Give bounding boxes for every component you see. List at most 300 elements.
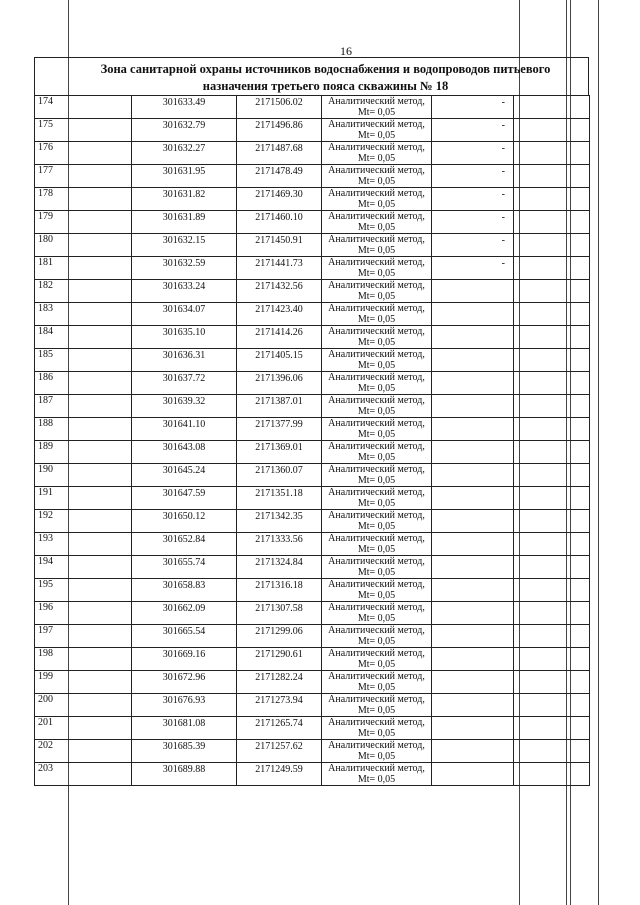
method-cell — [322, 372, 432, 395]
method-accuracy: Mt= 0,05 — [357, 521, 396, 532]
empty-cell — [514, 142, 590, 165]
coordinate-x — [132, 372, 237, 395]
coordinate-x-value: 301672.96 — [162, 672, 206, 683]
method-cell — [322, 234, 432, 257]
method-cell — [322, 119, 432, 142]
empty-cell — [514, 349, 590, 372]
coordinate-y-value: 2171282.24 — [255, 672, 303, 683]
empty-cell — [514, 464, 590, 487]
mark-cell — [432, 740, 514, 763]
method-cell — [322, 763, 432, 786]
empty-cell — [514, 280, 590, 303]
coordinate-x-value: 301641.10 — [162, 419, 206, 430]
coordinate-y — [237, 487, 322, 510]
method-cell — [322, 349, 432, 372]
method-name: Аналитический метод, — [328, 280, 425, 291]
coordinate-x-value: 301681.08 — [162, 718, 206, 729]
coordinate-x — [132, 579, 237, 602]
coordinate-y — [237, 165, 322, 188]
mark-cell — [432, 579, 514, 602]
table-row — [35, 326, 590, 349]
coordinate-y — [237, 257, 322, 280]
table-row — [35, 418, 590, 441]
method-name: Аналитический метод, — [328, 257, 425, 268]
table-row — [35, 188, 590, 211]
title-line-2: назначения третьего пояса скважины № 18 — [202, 79, 449, 93]
table-row — [35, 234, 590, 257]
point-number: 201 — [35, 717, 132, 740]
coordinate-y — [237, 142, 322, 165]
table-row — [35, 372, 590, 395]
method-name: Аналитический метод, — [328, 211, 425, 222]
method-accuracy: Mt= 0,05 — [357, 222, 396, 233]
coordinate-x — [132, 763, 237, 786]
coordinate-x — [132, 510, 237, 533]
method-cell — [322, 395, 432, 418]
method-name: Аналитический метод, — [328, 372, 425, 383]
method-cell — [322, 211, 432, 234]
method-name: Аналитический метод, — [328, 395, 425, 406]
coordinate-x — [132, 303, 237, 326]
coordinate-x — [132, 234, 237, 257]
coordinate-y — [237, 326, 322, 349]
empty-cell — [514, 533, 590, 556]
method-cell — [322, 96, 432, 119]
coordinate-x — [132, 717, 237, 740]
coordinate-y — [237, 188, 322, 211]
table-row — [35, 349, 590, 372]
mark-cell — [432, 280, 514, 303]
table-row — [35, 648, 590, 671]
mark-cell — [432, 648, 514, 671]
point-number: 193 — [35, 533, 132, 556]
empty-cell — [514, 188, 590, 211]
coordinate-x-value: 301643.08 — [162, 442, 206, 453]
coordinate-y-value: 2171290.61 — [255, 649, 303, 660]
coordinate-y — [237, 763, 322, 786]
coordinate-y-value: 2171414.26 — [255, 327, 303, 338]
coordinate-x-value: 301632.27 — [162, 143, 206, 154]
coordinate-y — [237, 119, 322, 142]
coordinate-y — [237, 395, 322, 418]
coordinate-y — [237, 372, 322, 395]
coordinate-y-value: 2171369.01 — [255, 442, 303, 453]
empty-cell — [514, 763, 590, 786]
coordinate-x-value: 301655.74 — [162, 557, 206, 568]
method-accuracy: Mt= 0,05 — [357, 544, 396, 555]
empty-cell — [514, 625, 590, 648]
empty-cell — [514, 717, 590, 740]
method-cell — [322, 510, 432, 533]
point-number: 181 — [35, 257, 132, 280]
coordinate-x-value: 301637.72 — [162, 373, 206, 384]
method-accuracy: Mt= 0,05 — [357, 360, 396, 371]
method-name: Аналитический метод, — [328, 188, 425, 199]
coordinate-y-value: 2171377.99 — [255, 419, 303, 430]
page-number: 16 — [340, 44, 352, 58]
method-name: Аналитический метод, — [328, 694, 425, 705]
method-cell — [322, 303, 432, 326]
coordinate-x — [132, 188, 237, 211]
table-row — [35, 303, 590, 326]
coordinate-y — [237, 464, 322, 487]
mark-cell: - — [432, 188, 514, 211]
coordinate-y-value: 2171432.56 — [255, 281, 303, 292]
coordinate-x — [132, 395, 237, 418]
coordinate-y-value: 2171506.02 — [255, 97, 303, 108]
coordinate-x-value: 301689.88 — [162, 764, 206, 775]
method-accuracy: Mt= 0,05 — [357, 429, 396, 440]
coordinate-x-value: 301633.49 — [162, 97, 206, 108]
method-accuracy: Mt= 0,05 — [357, 107, 396, 118]
table-row — [35, 280, 590, 303]
method-cell — [322, 717, 432, 740]
point-number: 191 — [35, 487, 132, 510]
coordinate-y-value: 2171257.62 — [255, 741, 303, 752]
mark-cell — [432, 372, 514, 395]
empty-cell — [514, 418, 590, 441]
point-number: 182 — [35, 280, 132, 303]
method-cell — [322, 694, 432, 717]
method-name: Аналитический метод, — [328, 303, 425, 314]
coordinate-y — [237, 602, 322, 625]
method-name: Аналитический метод, — [328, 487, 425, 498]
point-number: 178 — [35, 188, 132, 211]
coordinate-y-value: 2171441.73 — [255, 258, 303, 269]
table-row — [35, 579, 590, 602]
mark-cell — [432, 349, 514, 372]
coordinate-x — [132, 740, 237, 763]
mark-cell — [432, 717, 514, 740]
empty-cell — [514, 740, 590, 763]
mark-cell — [432, 464, 514, 487]
empty-cell — [514, 372, 590, 395]
empty-cell — [514, 165, 590, 188]
method-accuracy: Mt= 0,05 — [357, 567, 396, 578]
method-accuracy: Mt= 0,05 — [357, 268, 396, 279]
coordinate-y — [237, 579, 322, 602]
coordinate-x-value: 301635.10 — [162, 327, 206, 338]
method-name: Аналитический метод, — [328, 234, 425, 245]
method-accuracy: Mt= 0,05 — [357, 130, 396, 141]
coordinate-x-value: 301632.15 — [162, 235, 206, 246]
method-accuracy: Mt= 0,05 — [357, 751, 396, 762]
point-number: 189 — [35, 441, 132, 464]
empty-cell — [514, 257, 590, 280]
point-number: 179 — [35, 211, 132, 234]
coordinate-x-value: 301632.59 — [162, 258, 206, 269]
table-row — [35, 556, 590, 579]
mark-cell — [432, 441, 514, 464]
coordinate-x — [132, 119, 237, 142]
point-number: 200 — [35, 694, 132, 717]
coordinate-y-value: 2171360.07 — [255, 465, 303, 476]
coordinate-x-value: 301631.95 — [162, 166, 206, 177]
method-cell — [322, 280, 432, 303]
method-accuracy: Mt= 0,05 — [357, 498, 396, 509]
method-name: Аналитический метод, — [328, 464, 425, 475]
title-line-1: Зона санитарной охраны источников водоснабжения и водопроводов питьевого — [100, 62, 551, 76]
method-accuracy: Mt= 0,05 — [357, 176, 396, 187]
coordinate-y — [237, 694, 322, 717]
mark-cell — [432, 395, 514, 418]
method-accuracy: Mt= 0,05 — [357, 728, 396, 739]
coordinate-y — [237, 740, 322, 763]
coordinate-y — [237, 441, 322, 464]
mark-cell — [432, 625, 514, 648]
point-number: 188 — [35, 418, 132, 441]
table-title — [34, 57, 589, 95]
coordinate-x — [132, 694, 237, 717]
empty-cell — [514, 671, 590, 694]
point-number: 196 — [35, 602, 132, 625]
coordinate-y — [237, 625, 322, 648]
coordinate-x — [132, 349, 237, 372]
point-number: 175 — [35, 119, 132, 142]
empty-cell — [514, 556, 590, 579]
table-row — [35, 464, 590, 487]
coordinate-x — [132, 648, 237, 671]
mark-cell: - — [432, 142, 514, 165]
table-row — [35, 671, 590, 694]
coordinate-x — [132, 280, 237, 303]
empty-cell — [514, 487, 590, 510]
coordinate-y-value: 2171273.94 — [255, 695, 303, 706]
method-cell — [322, 625, 432, 648]
coordinate-y — [237, 671, 322, 694]
coordinate-x-value: 301631.89 — [162, 212, 206, 223]
point-number: 183 — [35, 303, 132, 326]
mark-cell: - — [432, 211, 514, 234]
mark-cell: - — [432, 96, 514, 119]
method-name: Аналитический метод, — [328, 602, 425, 613]
coordinate-x — [132, 556, 237, 579]
method-name: Аналитический метод, — [328, 349, 425, 360]
coordinate-x — [132, 142, 237, 165]
coordinate-x — [132, 533, 237, 556]
method-accuracy: Mt= 0,05 — [357, 383, 396, 394]
method-name: Аналитический метод, — [328, 556, 425, 567]
coordinate-y-value: 2171405.15 — [255, 350, 303, 361]
method-accuracy: Mt= 0,05 — [357, 613, 396, 624]
method-accuracy: Mt= 0,05 — [357, 590, 396, 601]
table-row — [35, 625, 590, 648]
coordinate-y-value: 2171496.86 — [255, 120, 303, 131]
table-row — [35, 717, 590, 740]
coordinate-y-value: 2171249.59 — [255, 764, 303, 775]
method-name: Аналитический метод, — [328, 510, 425, 521]
coordinate-x-value: 301633.24 — [162, 281, 206, 292]
method-accuracy: Mt= 0,05 — [357, 682, 396, 693]
empty-cell — [514, 234, 590, 257]
method-accuracy: Mt= 0,05 — [357, 636, 396, 647]
mark-cell: - — [432, 165, 514, 188]
table-row — [35, 211, 590, 234]
method-accuracy: Mt= 0,05 — [357, 774, 396, 785]
mark-cell — [432, 487, 514, 510]
coordinate-y — [237, 648, 322, 671]
empty-cell — [514, 211, 590, 234]
method-cell — [322, 487, 432, 510]
method-accuracy: Mt= 0,05 — [357, 406, 396, 417]
method-accuracy: Mt= 0,05 — [357, 314, 396, 325]
coordinate-x — [132, 418, 237, 441]
coordinate-y-value: 2171478.49 — [255, 166, 303, 177]
point-number: 185 — [35, 349, 132, 372]
point-number: 199 — [35, 671, 132, 694]
empty-cell — [514, 510, 590, 533]
coordinate-x-value: 301665.54 — [162, 626, 206, 637]
coordinate-x-value: 301685.39 — [162, 741, 206, 752]
coordinate-y-value: 2171342.35 — [255, 511, 303, 522]
coordinate-x-value: 301634.07 — [162, 304, 206, 315]
method-cell — [322, 533, 432, 556]
table-row — [35, 602, 590, 625]
coordinate-y — [237, 280, 322, 303]
mark-cell — [432, 533, 514, 556]
empty-cell — [514, 303, 590, 326]
method-name: Аналитический метод, — [328, 165, 425, 176]
method-name: Аналитический метод, — [328, 763, 425, 774]
method-cell — [322, 326, 432, 349]
coordinate-y-value: 2171487.68 — [255, 143, 303, 154]
coordinate-y — [237, 510, 322, 533]
coordinate-x-value: 301636.31 — [162, 350, 206, 361]
method-accuracy: Mt= 0,05 — [357, 245, 396, 256]
coordinate-x-value: 301650.12 — [162, 511, 206, 522]
empty-cell — [514, 694, 590, 717]
point-number: 180 — [35, 234, 132, 257]
coordinate-x — [132, 625, 237, 648]
coordinate-x-value: 301632.79 — [162, 120, 206, 131]
table-row — [35, 694, 590, 717]
table-row — [35, 763, 590, 786]
coordinate-y — [237, 533, 322, 556]
coordinate-x — [132, 326, 237, 349]
method-name: Аналитический метод, — [328, 579, 425, 590]
mark-cell — [432, 418, 514, 441]
table-row — [35, 119, 590, 142]
method-name: Аналитический метод, — [328, 326, 425, 337]
table-row — [35, 395, 590, 418]
coordinate-y-value: 2171351.18 — [255, 488, 303, 499]
table-row — [35, 740, 590, 763]
coordinate-y-value: 2171469.30 — [255, 189, 303, 200]
point-number: 202 — [35, 740, 132, 763]
coordinate-y — [237, 234, 322, 257]
coordinate-y-value: 2171423.40 — [255, 304, 303, 315]
table-row — [35, 96, 590, 119]
coordinate-x-value: 301645.24 — [162, 465, 206, 476]
method-name: Аналитический метод, — [328, 740, 425, 751]
method-accuracy: Mt= 0,05 — [357, 153, 396, 164]
coordinate-x-value: 301631.82 — [162, 189, 206, 200]
method-accuracy: Mt= 0,05 — [357, 337, 396, 348]
method-cell — [322, 556, 432, 579]
point-number: 203 — [35, 763, 132, 786]
method-cell — [322, 165, 432, 188]
empty-cell — [514, 648, 590, 671]
coordinate-y — [237, 211, 322, 234]
method-cell — [322, 142, 432, 165]
method-cell — [322, 579, 432, 602]
empty-cell — [514, 579, 590, 602]
empty-cell — [514, 602, 590, 625]
method-accuracy: Mt= 0,05 — [357, 705, 396, 716]
point-number: 198 — [35, 648, 132, 671]
mark-cell: - — [432, 234, 514, 257]
coordinate-y-value: 2171396.06 — [255, 373, 303, 384]
coordinates-table-body — [35, 96, 590, 786]
method-cell — [322, 602, 432, 625]
point-number: 177 — [35, 165, 132, 188]
method-cell — [322, 257, 432, 280]
mark-cell — [432, 671, 514, 694]
coordinate-y — [237, 418, 322, 441]
method-cell — [322, 740, 432, 763]
empty-cell — [514, 441, 590, 464]
coordinate-y-value: 2171387.01 — [255, 396, 303, 407]
coordinate-x-value: 301658.83 — [162, 580, 206, 591]
coordinate-y-value: 2171299.06 — [255, 626, 303, 637]
method-accuracy: Mt= 0,05 — [357, 659, 396, 670]
point-number: 174 — [35, 96, 132, 119]
method-name: Аналитический метод, — [328, 533, 425, 544]
coordinate-x — [132, 671, 237, 694]
coordinate-x — [132, 602, 237, 625]
point-number: 190 — [35, 464, 132, 487]
coordinate-x-value: 301639.32 — [162, 396, 206, 407]
mark-cell — [432, 602, 514, 625]
mark-cell — [432, 556, 514, 579]
method-cell — [322, 418, 432, 441]
binding-line-right-4 — [598, 0, 599, 905]
point-number: 192 — [35, 510, 132, 533]
coordinate-x — [132, 257, 237, 280]
mark-cell: - — [432, 119, 514, 142]
empty-cell — [514, 119, 590, 142]
method-name: Аналитический метод, — [328, 441, 425, 452]
coordinate-y-value: 2171307.58 — [255, 603, 303, 614]
coordinate-y — [237, 96, 322, 119]
point-number: 195 — [35, 579, 132, 602]
method-name: Аналитический метод, — [328, 142, 425, 153]
point-number: 194 — [35, 556, 132, 579]
point-number: 184 — [35, 326, 132, 349]
table-row — [35, 441, 590, 464]
table-row — [35, 510, 590, 533]
method-accuracy: Mt= 0,05 — [357, 452, 396, 463]
empty-cell — [514, 96, 590, 119]
method-name: Аналитический метод, — [328, 625, 425, 636]
method-name: Аналитический метод, — [328, 418, 425, 429]
method-name: Аналитический метод, — [328, 717, 425, 728]
coordinate-x — [132, 487, 237, 510]
method-accuracy: Mt= 0,05 — [357, 199, 396, 210]
method-cell — [322, 188, 432, 211]
coordinate-x-value: 301662.09 — [162, 603, 206, 614]
table-row — [35, 487, 590, 510]
coordinates-table — [34, 95, 590, 786]
method-accuracy: Mt= 0,05 — [357, 475, 396, 486]
method-cell — [322, 464, 432, 487]
method-name: Аналитический метод, — [328, 648, 425, 659]
coordinate-x — [132, 165, 237, 188]
coordinate-x — [132, 211, 237, 234]
coordinate-y-value: 2171265.74 — [255, 718, 303, 729]
coordinate-y — [237, 717, 322, 740]
coordinate-y-value: 2171324.84 — [255, 557, 303, 568]
